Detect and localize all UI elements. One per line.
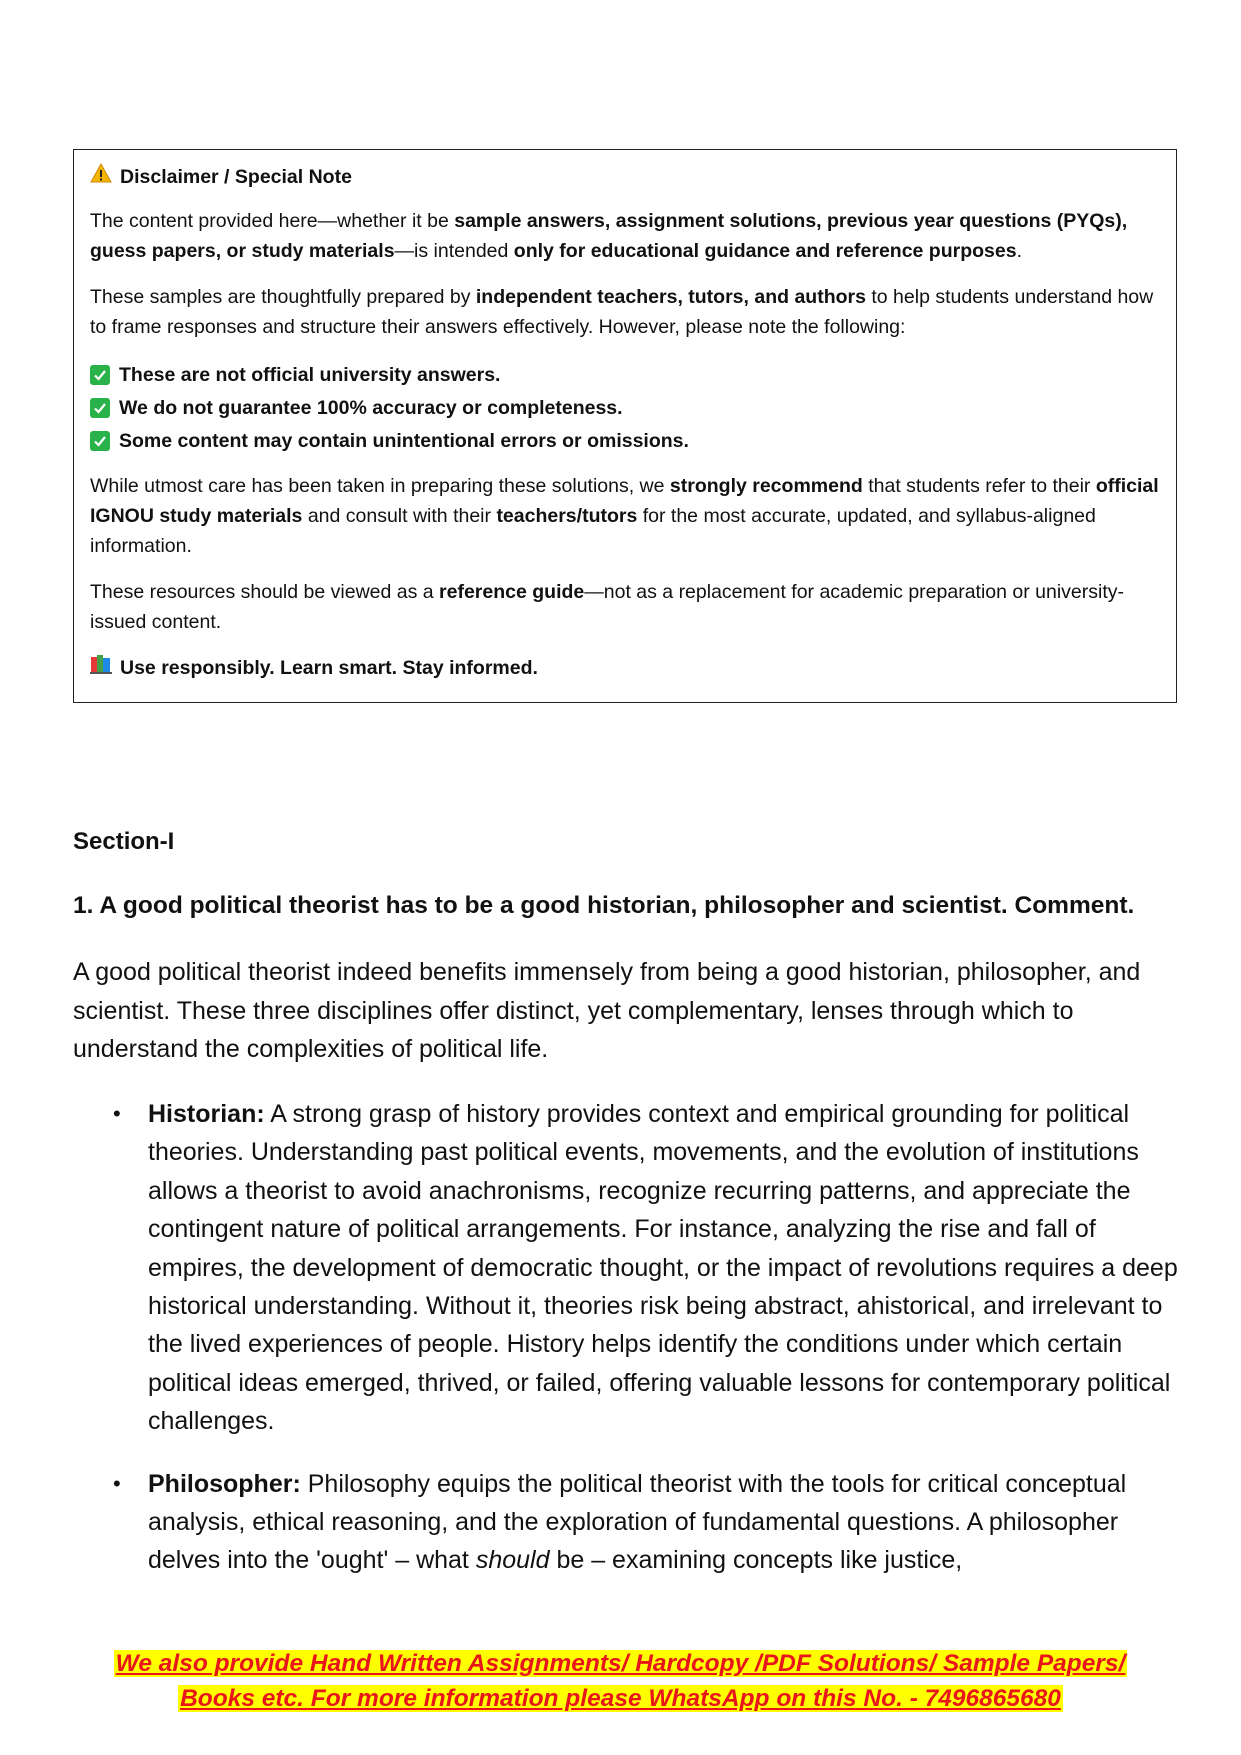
bullet-text: be – examining concepts like justice, bbox=[549, 1546, 963, 1575]
list-item bbox=[73, 1465, 1183, 1580]
bullet-text: A strong grasp of history provides context and empirical grounding for political theories. Understanding past political events, movements, and the evolution of institutions allows a theorist to avoid anachronisms, recognize recurring patterns, and appreciate the contingent nature of political arrangements. For instance, analyzing the rise and fall of empires, the development of democratic thought, or the impact of revolutions requires a deep historical understanding. Without it, theories risk being abstract, ahistorical, and irrelevant to the lived experiences of people. History helps identify the conditions under which certain political ideas emerged, thrived, or failed, offering valuable lessons for contemporary political challenges. bbox=[148, 1100, 1178, 1436]
check-item-text: We do not guarantee 100% accuracy or completeness. bbox=[119, 396, 623, 419]
check-item-text: Some content may contain unintentional errors or omissions. bbox=[119, 429, 689, 452]
disclaimer-footer-text: Use responsibly. Learn smart. Stay informed. bbox=[120, 657, 538, 679]
text: . bbox=[1016, 240, 1023, 262]
disclaimer-title-row bbox=[90, 162, 1160, 192]
intro-paragraph: A good political theorist indeed benefits immensely from being a good historian, philosopher, and scientist. These three disciplines offer distinct, yet complementary, lenses through which to understand the complexities of political life. bbox=[73, 958, 1141, 1063]
text: While utmost care has been taken in preparing these solutions, we bbox=[90, 475, 670, 497]
text: These samples are thoughtfully prepared by bbox=[90, 286, 476, 308]
bold-text: sample answers, assignment solutions, previous year questions (PYQs), guess papers, or study materials bbox=[90, 210, 1128, 262]
bold-text: strongly recommend bbox=[669, 475, 863, 497]
promo-footer bbox=[0, 1646, 1241, 1716]
bullet-term: Philosopher: bbox=[148, 1469, 301, 1498]
check-item-text: These are not official university answers. bbox=[119, 363, 501, 386]
list-item bbox=[90, 424, 1160, 457]
text: The content provided here—whether it be bbox=[90, 210, 455, 232]
list-item bbox=[90, 358, 1160, 391]
check-box-icon bbox=[90, 365, 110, 385]
answer-bullet-list bbox=[73, 1095, 1183, 1604]
list-item bbox=[73, 1095, 1183, 1441]
warning-icon bbox=[90, 162, 112, 192]
check-box-icon bbox=[90, 431, 110, 451]
promo-line-1: We also provide Hand Written Assignments/ Hardcopy /PDF Solutions/ Sample Papers/ bbox=[115, 1650, 1126, 1677]
text: to help students understand how to frame responses and structure their answers effectively. However, please note the following: bbox=[90, 286, 1154, 338]
text: and consult with their bbox=[302, 505, 497, 527]
bold-text: teachers/tutors bbox=[496, 505, 638, 527]
disclaimer-footer bbox=[90, 653, 1160, 683]
emphasis-text: should bbox=[475, 1546, 550, 1575]
text: that students refer to their bbox=[862, 475, 1096, 497]
text: —not as a replacement for academic preparation or university-issued content. bbox=[90, 581, 1125, 633]
disclaimer-paragraph-2 bbox=[90, 282, 1160, 342]
bold-text: official IGNOU study materials bbox=[90, 475, 1159, 527]
text: for the most accurate, updated, and syllabus-aligned information. bbox=[90, 505, 1096, 557]
bullet-icon: • bbox=[113, 1101, 121, 1126]
bullet-term: Historian: bbox=[148, 1100, 265, 1128]
text: These resources should be viewed as a bbox=[90, 581, 440, 603]
disclaimer-title: Disclaimer / Special Note bbox=[120, 166, 352, 188]
question-heading: 1. A good political theorist has to be a good historian, philosopher and scientist. Comment. bbox=[73, 892, 1135, 919]
check-box-icon bbox=[90, 398, 110, 418]
list-item bbox=[90, 391, 1160, 424]
disclaimer-paragraph-3 bbox=[90, 471, 1160, 561]
bold-text: only for educational guidance and reference purposes bbox=[513, 240, 1017, 262]
bold-text: reference guide bbox=[439, 581, 585, 603]
books-icon bbox=[90, 653, 112, 683]
section-heading: Section-I bbox=[73, 828, 175, 855]
disclaimer-paragraph-4 bbox=[90, 577, 1160, 637]
disclaimer-paragraph-1 bbox=[90, 206, 1160, 266]
bullet-icon: • bbox=[113, 1470, 121, 1496]
promo-line-2: Books etc. For more information please WhatsApp on this No. - 7496865680 bbox=[180, 1685, 1061, 1712]
bullet-text: Philosophy equips the political theorist with the tools for critical conceptual analysis, ethical reasoning, and the exploration of fundamental questions. A philosopher delves into the 'ought' – what bbox=[148, 1469, 1127, 1575]
text: —is intended bbox=[394, 240, 514, 262]
bold-text: independent teachers, tutors, and authors bbox=[475, 286, 866, 308]
disclaimer-check-list bbox=[90, 358, 1160, 457]
disclaimer-box bbox=[73, 149, 1177, 703]
